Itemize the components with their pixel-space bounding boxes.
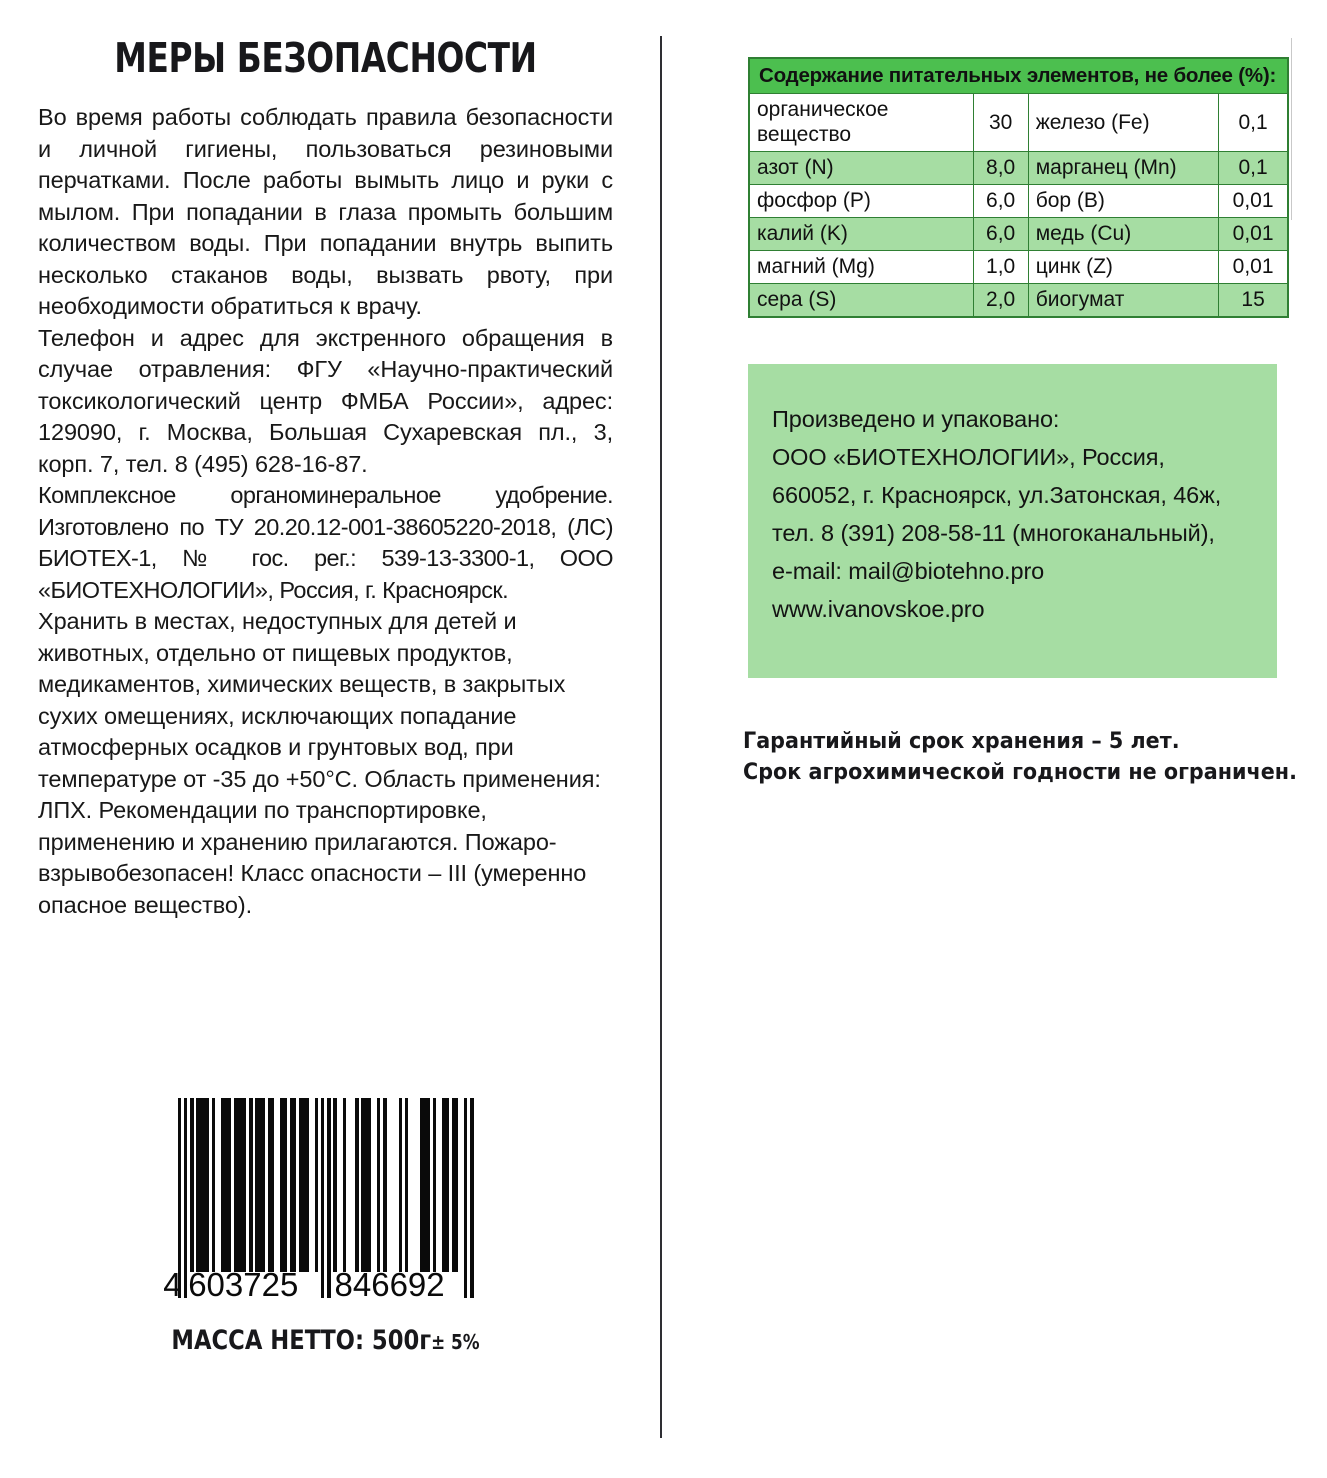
panel-divider	[660, 36, 662, 1438]
barcode-bar	[315, 1098, 318, 1272]
barcode-bar	[445, 1098, 448, 1272]
manufacturer-line: тел. 8 (391) 208-58-11 (многоканальный),	[772, 520, 1215, 546]
nutrient-table-head	[749, 58, 1288, 94]
net-weight-tolerance: ± 5%	[431, 1330, 480, 1354]
manufacturer-line: 660052, г. Красноярск, ул.Затонская, 46ж,	[772, 482, 1222, 508]
manufacturer-box	[748, 364, 1277, 678]
manufacturer-email: e-mail: mail@biotehno.pro	[772, 558, 1045, 584]
nutrient-name-right: бор (B)	[1028, 185, 1219, 218]
barcode-bar	[355, 1098, 358, 1272]
barcode-digits	[161, 1266, 491, 1303]
manufacturer-line: ООО «БИОТЕХНОЛОГИИ», Россия,	[772, 444, 1165, 470]
barcode-digit-group: 846692	[334, 1266, 445, 1303]
nutrient-name-left: калий (K)	[749, 218, 973, 251]
cut-mark-line	[1291, 38, 1292, 220]
barcode-bar	[305, 1098, 308, 1272]
safety-paragraph-2: Телефон и адрес для экстренного обращения в случае отравления: ФГУ «Научно-практический токсикологический центр ФМБА России», адрес: 129090, г. Москва, Большая Сухаревская пл., 3, корп. 7, тел. 8 (495) 628-16-87.	[38, 324, 613, 477]
table-row	[749, 185, 1288, 218]
manufacturer-website: www.ivanovskoe.pro	[772, 596, 985, 622]
safety-paragraph-4: Хранить в местах, недоступных для детей и животных, отдельно от пищевых продуктов, медикаментов, химических веществ, в закрытых сухих омещениях, исключающих попадание атмосферных осадков и грунтовых вод, при температуре от -35 до +50°C. Область применения: ЛПХ. Рекомендации по транспортировке, применению и хранению прилагаются. Пожаро-взрывобезопасен! Класс опасности – III (умеренно опасное вещество).	[38, 608, 601, 918]
nutrient-value-left: 1,0	[973, 251, 1028, 284]
nutrient-table-header: Содержание питательных элементов, не более (%):	[749, 58, 1288, 94]
table-row	[749, 218, 1288, 251]
barcode-bar	[333, 1098, 336, 1272]
nutrient-value-right: 0,01	[1219, 218, 1288, 251]
nutrient-name-right: медь (Cu)	[1028, 218, 1219, 251]
nutrient-value-left: 6,0	[973, 218, 1028, 251]
net-weight-value: МАССА НЕТТО: 500г	[171, 1325, 432, 1356]
nutrient-value-right: 0,01	[1219, 185, 1288, 218]
nutrient-name-right: железо (Fe)	[1028, 94, 1219, 152]
nutrient-value-right: 0,01	[1219, 251, 1288, 284]
nutrient-value-left: 30	[973, 94, 1028, 152]
barcode-bar	[368, 1098, 371, 1272]
table-header-row	[749, 58, 1288, 94]
safety-paragraph-3: Комплексное органоминеральное удобрение. Изготовлено по ТУ 20.20.12-001-38605220-2018, (ЛС) БИОТЕХ-1, № гос. рег.: 539-13-3300-1, ООО «БИОТЕХНОЛОГИИ», Россия, г. Красноярск.	[38, 482, 613, 603]
nutrient-value-left: 2,0	[973, 284, 1028, 318]
warranty-block	[743, 726, 1297, 788]
barcode-bar	[427, 1098, 430, 1272]
page-title: МЕРЫ БЕЗОПАСНОСТИ	[114, 34, 537, 82]
nutrient-name-right: марганец (Mn)	[1028, 152, 1219, 185]
barcode-digit-group: 603725	[188, 1266, 299, 1303]
barcode-bar	[206, 1098, 209, 1272]
barcode-bar	[293, 1098, 296, 1272]
barcode-bar	[249, 1098, 252, 1272]
nutrient-value-right: 0,1	[1219, 94, 1288, 152]
barcode-bar	[190, 1098, 193, 1272]
barcode-bar	[343, 1098, 346, 1272]
barcode-bar	[283, 1098, 286, 1272]
nutrient-name-left: магний (Mg)	[749, 251, 973, 284]
table-row	[749, 284, 1288, 318]
barcode-bar	[399, 1098, 402, 1272]
safety-body-text	[38, 102, 613, 921]
barcode-bar	[455, 1098, 458, 1272]
safety-panel	[38, 34, 613, 921]
barcode-bar	[405, 1098, 408, 1272]
barcode-bar	[383, 1098, 386, 1272]
nutrient-name-right: биогумат	[1028, 284, 1219, 318]
net-weight-label	[84, 1325, 567, 1356]
barcode-block	[38, 1098, 613, 1356]
barcode-bar	[271, 1098, 274, 1272]
nutrient-value-right: 15	[1219, 284, 1288, 318]
barcode-bar	[212, 1098, 215, 1272]
barcode-bar	[433, 1098, 436, 1272]
barcode-bar	[243, 1098, 246, 1272]
nutrient-name-left: сера (S)	[749, 284, 973, 318]
table-row	[749, 251, 1288, 284]
barcode-image	[161, 1098, 491, 1303]
nutrient-content-table	[748, 57, 1289, 318]
nutrient-table-body	[749, 94, 1288, 318]
table-row	[749, 152, 1288, 185]
nutrient-name-left: фосфор (P)	[749, 185, 973, 218]
barcode-bar	[262, 1098, 265, 1272]
barcode-digit-group: 4	[163, 1266, 182, 1303]
nutrient-name-left: органическое вещество	[749, 94, 973, 152]
nutrient-name-right: цинк (Z)	[1028, 251, 1219, 284]
warranty-shelf-life: Гарантийный срок хранения – 5 лет.	[743, 728, 1180, 754]
barcode-bar	[377, 1098, 380, 1272]
nutrient-name-left: азот (N)	[749, 152, 973, 185]
nutrient-value-right: 0,1	[1219, 152, 1288, 185]
table-row	[749, 94, 1288, 152]
nutrient-value-left: 6,0	[973, 185, 1028, 218]
manufacturer-line: Произведено и упаковано:	[772, 406, 1060, 432]
nutrient-value-left: 8,0	[973, 152, 1028, 185]
warranty-agrochemical: Срок агрохимической годности не ограничен.	[743, 759, 1297, 785]
safety-paragraph-1: Во время работы соблюдать правила безопасности и личной гигиены, пользоваться резиновыми перчатками. После работы вымыть лицо и руки с мылом. При попадании в глаза промыть большим количеством воды. При попадании внутрь выпить несколько стаканов воды, вызвать рвоту, при необходимости обратиться к врачу.	[38, 104, 613, 319]
barcode-bar	[227, 1098, 230, 1272]
